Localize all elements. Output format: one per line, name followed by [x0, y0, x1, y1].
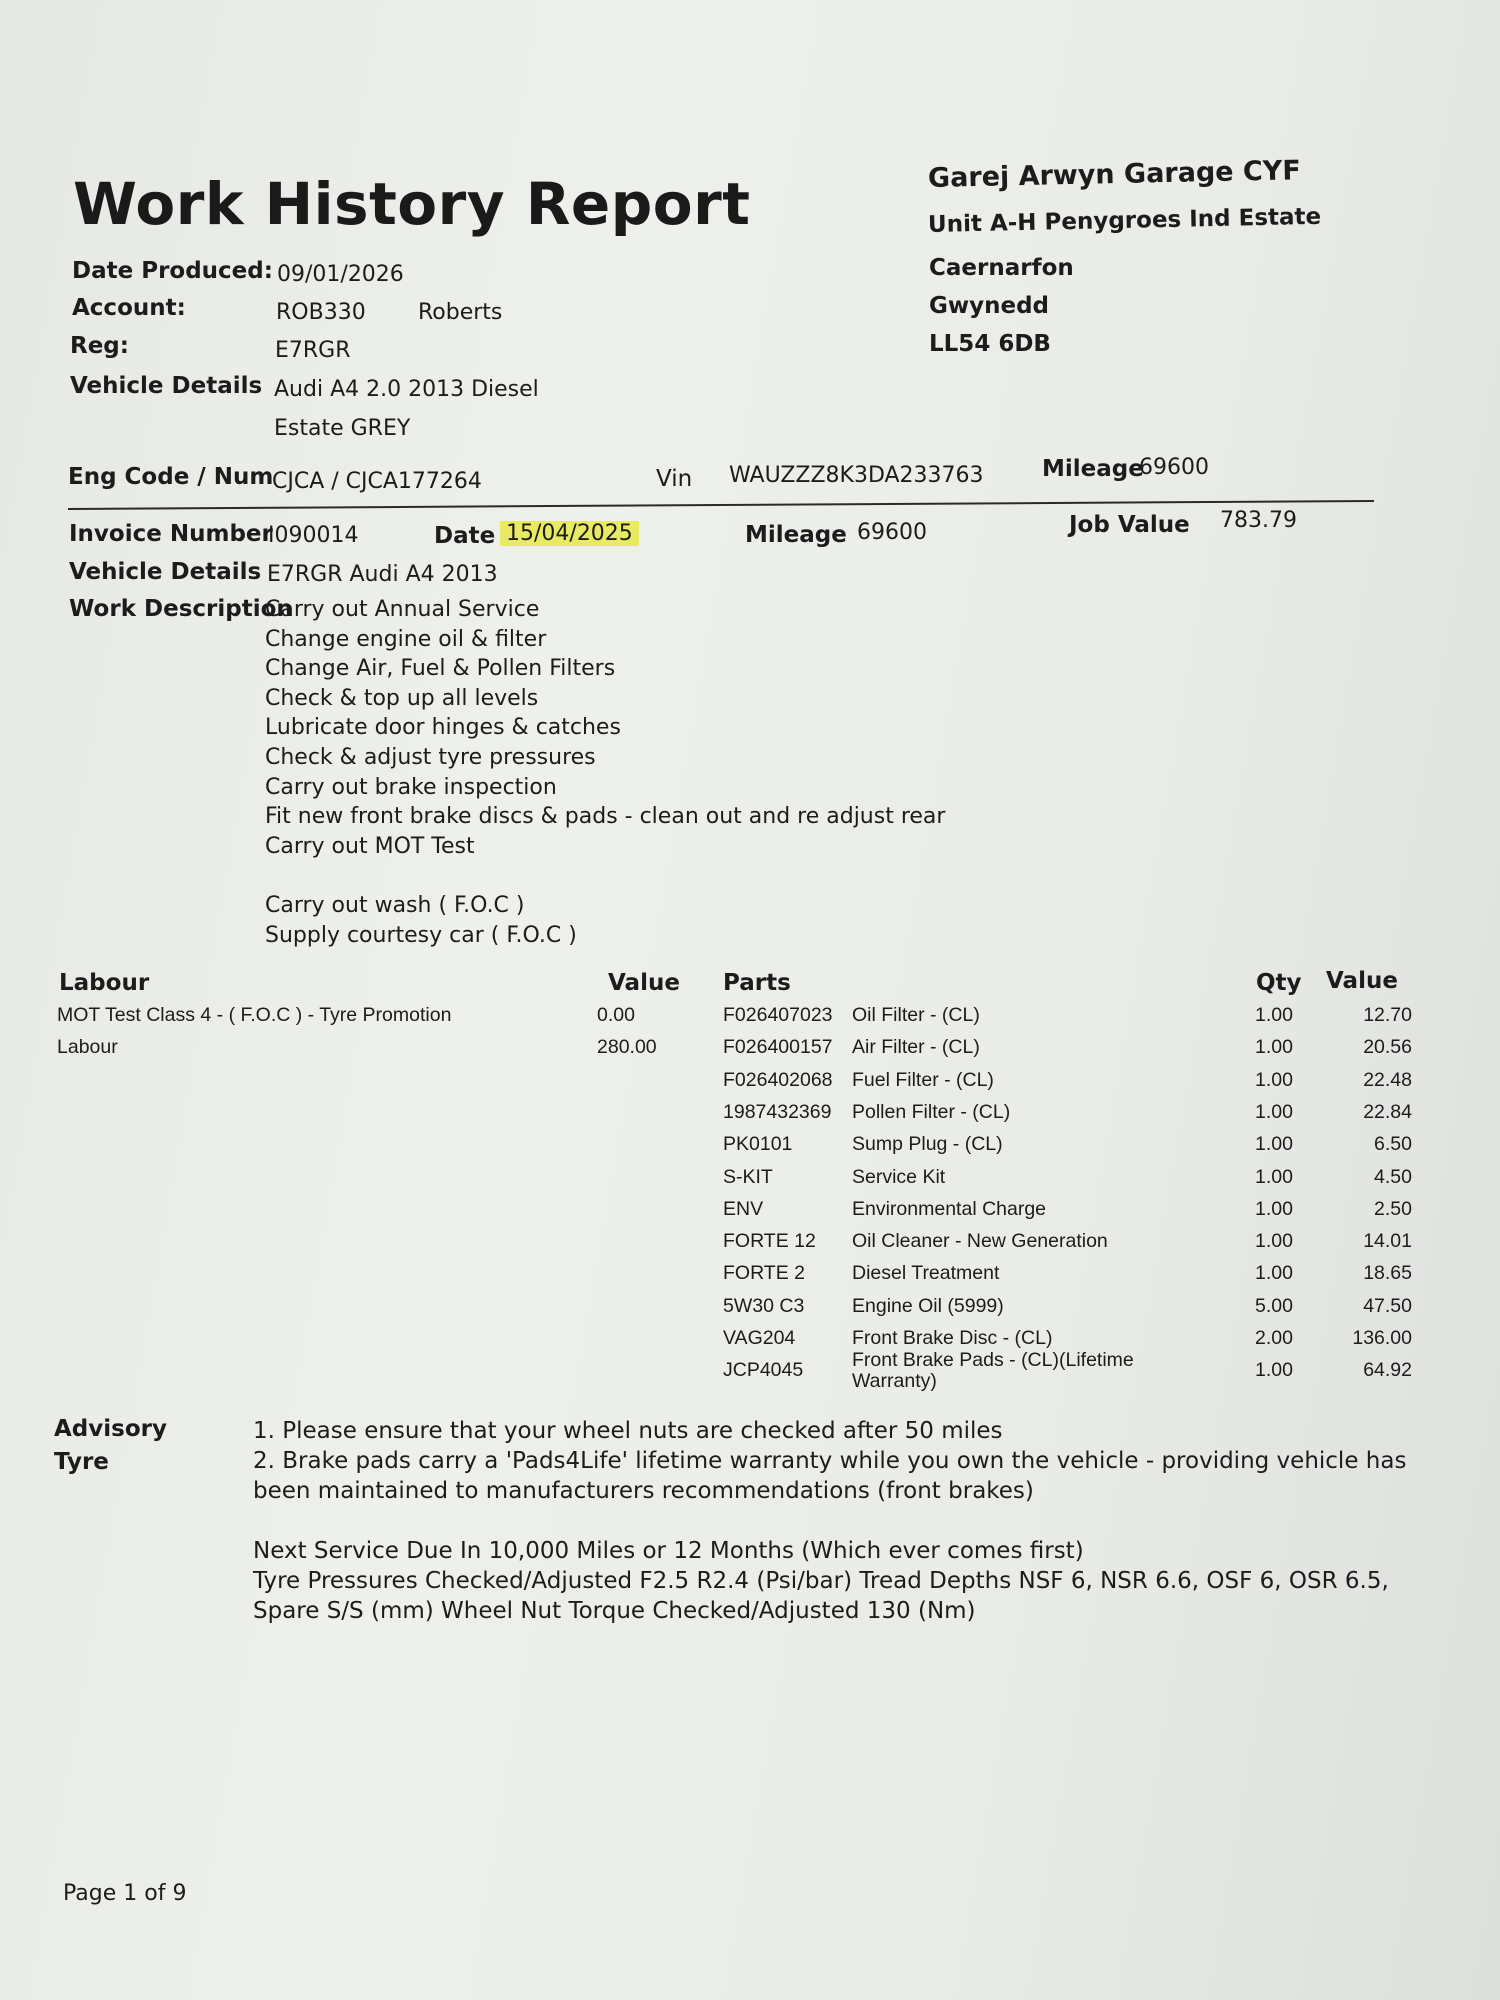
- work-description-item: Carry out wash ( F.O.C ): [265, 892, 525, 918]
- page-number: Page 1 of 9: [63, 1881, 187, 1906]
- part-description: Front Brake Pads - (CL)(Lifetime: [852, 1349, 1134, 1372]
- work-description-item: Change engine oil & filter: [265, 626, 547, 652]
- part-value: 6.50: [1374, 1133, 1412, 1156]
- job-value-label: Job Value: [1069, 512, 1190, 538]
- work-description-item: Carry out MOT Test: [265, 833, 475, 859]
- work-description-item: Check & top up all levels: [265, 685, 539, 711]
- garage-address-line3: Gwynedd: [929, 293, 1050, 319]
- part-code: 5W30 C3: [723, 1294, 805, 1317]
- part-qty: 1.00: [1255, 1133, 1293, 1156]
- advisory-line: 2. Brake pads carry a 'Pads4Life' lifetime warranty while you own the vehicle - providing vehicle has: [253, 1448, 1407, 1474]
- garage-name: Garej Arwyn Garage CYF: [927, 155, 1302, 194]
- labour-row-desc: Labour: [57, 1036, 118, 1058]
- advisory-label: Advisory: [54, 1416, 167, 1442]
- advisory-line: been maintained to manufacturers recommendations (front brakes): [253, 1478, 1034, 1504]
- part-qty: 1.00: [1255, 1230, 1293, 1253]
- invoice-date-value: [500, 521, 639, 546]
- part-description: Diesel Treatment: [852, 1262, 1000, 1285]
- part-value: 18.65: [1363, 1262, 1412, 1285]
- part-qty: 1.00: [1255, 1100, 1293, 1123]
- account-label: Account:: [72, 295, 186, 321]
- work-description-item: Change Air, Fuel & Pollen Filters: [265, 656, 616, 682]
- reg-label: Reg:: [70, 333, 129, 359]
- work-description-item: Supply courtesy car ( F.O.C ): [265, 922, 577, 948]
- invoice-number-value: I090014: [268, 523, 359, 548]
- part-description: Front Brake Disc - (CL): [852, 1327, 1053, 1349]
- advisory-line: Spare S/S (mm) Wheel Nut Torque Checked/Adjusted 130 (Nm): [253, 1598, 976, 1624]
- part-description: Sump Plug - (CL): [852, 1133, 1003, 1156]
- labour-header: Labour: [59, 970, 150, 996]
- parts-header: Parts: [723, 970, 791, 996]
- part-qty: 1.00: [1255, 1004, 1293, 1026]
- invoice-mileage-label: Mileage: [745, 522, 847, 548]
- part-code: FORTE 12: [723, 1230, 816, 1253]
- account-name: Roberts: [418, 300, 503, 325]
- eng-code-label: Eng Code / Num: [68, 464, 274, 490]
- part-description: Oil Filter - (CL): [852, 1004, 980, 1026]
- advisory-text: [253, 1416, 1406, 1626]
- part-code: F026407023: [723, 1004, 833, 1026]
- header-mileage-label: Mileage: [1042, 456, 1144, 482]
- part-code: 1987432369: [723, 1100, 832, 1123]
- part-value: 22.48: [1363, 1068, 1412, 1091]
- invoice-number-label: Invoice Number: [69, 521, 273, 547]
- labour-row-value: 0.00: [597, 1004, 635, 1026]
- labour-value-header: Value: [608, 970, 680, 996]
- part-value: 20.56: [1363, 1036, 1412, 1059]
- garage-address-line1: Unit A-H Penygroes Ind Estate: [927, 203, 1322, 238]
- advisory-spacer: [253, 1506, 1406, 1536]
- part-description: Pollen Filter - (CL): [852, 1100, 1011, 1123]
- part-qty: 5.00: [1255, 1294, 1293, 1317]
- page-title: Work History Report: [73, 170, 751, 238]
- part-qty: 1.00: [1255, 1036, 1293, 1059]
- part-qty: 1.00: [1255, 1262, 1293, 1285]
- invoice-mileage-value: 69600: [857, 520, 927, 545]
- part-code: F026402068: [723, 1068, 833, 1091]
- part-description: Environmental Charge: [852, 1197, 1047, 1220]
- part-value: 4.50: [1374, 1165, 1412, 1188]
- header-mileage-value: 69600: [1139, 455, 1209, 480]
- invoice-date-label: Date: [434, 523, 496, 549]
- part-code: F026400157: [723, 1036, 833, 1059]
- part-value: 47.50: [1363, 1294, 1412, 1317]
- part-qty: 1.00: [1255, 1165, 1293, 1188]
- vehicle-details-label: Vehicle Details: [70, 373, 263, 399]
- part-description: Oil Cleaner - New Generation: [852, 1230, 1108, 1253]
- tyre-label: Tyre: [54, 1449, 109, 1475]
- work-description-label: Work Description: [69, 596, 293, 622]
- part-value: 14.01: [1363, 1230, 1412, 1253]
- part-description: Air Filter - (CL): [852, 1036, 980, 1059]
- garage-address-line2: Caernarfon: [929, 255, 1074, 281]
- parts-qty-header: Qty: [1256, 970, 1302, 996]
- part-code: S-KIT: [723, 1165, 773, 1188]
- work-description-list: [265, 595, 945, 950]
- garage-address-line4: LL54 6DB: [929, 331, 1051, 357]
- work-description-item: Lubricate door hinges & catches: [265, 715, 621, 741]
- work-description-item: Fit new front brake discs & pads - clean out and re adjust rear: [265, 804, 946, 830]
- part-description-continued: Warranty): [852, 1370, 937, 1393]
- part-qty: 1.00: [1255, 1068, 1293, 1091]
- part-description: Engine Oil (5999): [852, 1294, 1004, 1317]
- section-divider: [68, 500, 1374, 510]
- parts-value-header: Value: [1326, 968, 1398, 994]
- vin-label: Vin: [656, 466, 693, 492]
- vehicle-details-line2: Estate GREY: [274, 416, 411, 441]
- work-description-spacer: [265, 861, 945, 891]
- date-produced-value: 09/01/2026: [277, 262, 404, 287]
- part-qty: 1.00: [1255, 1359, 1293, 1382]
- part-code: JCP4045: [723, 1359, 804, 1382]
- vehicle-details-line1: Audi A4 2.0 2013 Diesel: [274, 377, 539, 402]
- work-description-item: Check & adjust tyre pressures: [265, 744, 596, 770]
- part-code: FORTE 2: [723, 1262, 805, 1285]
- part-qty: 2.00: [1255, 1327, 1293, 1349]
- part-description: Service Kit: [852, 1165, 946, 1188]
- part-code: PK0101: [723, 1133, 793, 1156]
- eng-code-value: CJCA / CJCA177264: [272, 469, 482, 494]
- date-produced-label: Date Produced:: [72, 258, 273, 284]
- part-value: 2.50: [1374, 1197, 1412, 1220]
- part-code: ENV: [723, 1197, 764, 1220]
- part-value: 22.84: [1363, 1100, 1412, 1123]
- part-value: 64.92: [1363, 1359, 1412, 1382]
- invoice-vehicle-details-value: E7RGR Audi A4 2013: [267, 562, 498, 587]
- work-description-item: Carry out Annual Service: [265, 597, 540, 622]
- advisory-line: 1. Please ensure that your wheel nuts are checked after 50 miles: [253, 1418, 1003, 1444]
- labour-row-value: 280.00: [597, 1036, 657, 1058]
- labour-row-desc: MOT Test Class 4 - ( F.O.C ) - Tyre Promotion: [57, 1004, 452, 1026]
- account-code: ROB330: [276, 300, 366, 325]
- part-code: VAG204: [723, 1327, 796, 1349]
- reg-value: E7RGR: [275, 338, 351, 363]
- part-value: 12.70: [1363, 1004, 1412, 1026]
- work-description-item: Carry out brake inspection: [265, 774, 557, 800]
- advisory-line: Next Service Due In 10,000 Miles or 12 Months (Which ever comes first): [253, 1538, 1084, 1564]
- part-description: Fuel Filter - (CL): [852, 1068, 994, 1091]
- part-qty: 1.00: [1255, 1197, 1293, 1220]
- vin-value: WAUZZZ8K3DA233763: [729, 463, 984, 488]
- invoice-vehicle-details-label: Vehicle Details: [69, 559, 262, 585]
- part-value: 136.00: [1352, 1327, 1412, 1349]
- job-value-value: 783.79: [1220, 508, 1297, 533]
- invoice-date-highlight: 15/04/2025: [500, 521, 639, 546]
- advisory-line: Tyre Pressures Checked/Adjusted F2.5 R2.4 (Psi/bar) Tread Depths NSF 6, NSR 6.6, OSF 6, OSR 6.5,: [253, 1568, 1389, 1594]
